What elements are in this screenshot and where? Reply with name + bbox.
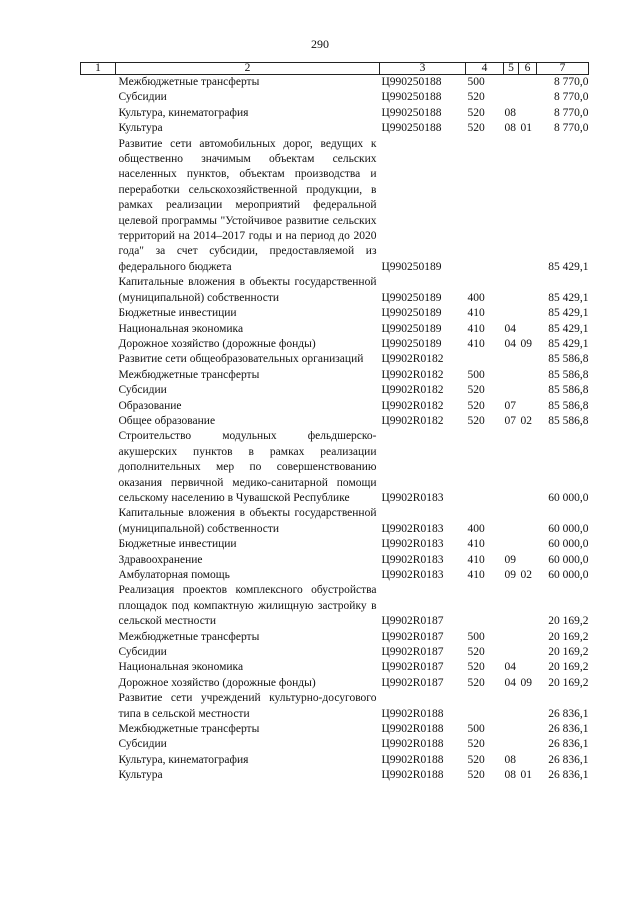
cell-name: Субсидии xyxy=(118,646,167,659)
cell-amount: 85 586,8 xyxy=(548,368,589,381)
cell-subsection xyxy=(519,506,537,537)
table-row xyxy=(81,414,589,429)
cell-subsection xyxy=(519,399,537,414)
cell-section xyxy=(504,75,519,91)
cell-number xyxy=(81,322,116,337)
cell-section xyxy=(504,306,519,321)
table-row xyxy=(81,429,589,506)
cell-code: Ц9902R0183 xyxy=(381,553,444,566)
cell-section xyxy=(504,630,519,645)
cell-amount: 8 770,0 xyxy=(554,91,589,104)
page-number: 290 xyxy=(311,37,329,51)
cell-name: Культура xyxy=(118,769,163,782)
cell-section xyxy=(504,506,519,537)
cell-amount: 85 586,8 xyxy=(548,414,589,427)
cell-subsection xyxy=(519,90,537,105)
cell-section xyxy=(504,583,519,629)
cell-code: Ц9902R0187 xyxy=(381,630,444,643)
cell-section xyxy=(504,737,519,752)
cell-number xyxy=(81,337,116,352)
cell-code: Ц990250189 xyxy=(381,291,442,304)
column-header-6: 6 xyxy=(519,63,537,75)
cell-section xyxy=(504,691,519,722)
table-row xyxy=(81,768,589,783)
cell-section xyxy=(504,722,519,737)
cell-code: Ц9902R0187 xyxy=(381,646,444,659)
cell-name: Реализация проектов комплексного обустройства площадок под компактную жилищную застройку в сельской местности xyxy=(118,584,377,628)
cell-number xyxy=(81,306,116,321)
cell-code: Ц9902R0182 xyxy=(381,353,444,366)
cell-number xyxy=(81,553,116,568)
cell-name: Развитие сети общеобразовательных организаций xyxy=(118,353,364,366)
cell-subsection xyxy=(519,429,537,506)
table-row xyxy=(81,352,589,367)
cell-number xyxy=(81,660,116,675)
cell-subsection xyxy=(519,753,537,768)
cell-subsection xyxy=(519,737,537,752)
table-row xyxy=(81,306,589,321)
cell-code: Ц9902R0182 xyxy=(381,368,444,381)
table-row xyxy=(81,322,589,337)
cell-subsection: 09 xyxy=(520,676,532,689)
cell-subsection xyxy=(519,722,537,737)
cell-expense-type xyxy=(466,691,504,722)
cell-subsection: 02 xyxy=(520,569,532,581)
cell-section: 09 xyxy=(504,553,516,566)
cell-section xyxy=(504,383,519,398)
table-row xyxy=(81,75,589,91)
cell-amount: 8 770,0 xyxy=(554,122,589,135)
cell-section: 07 xyxy=(504,399,516,412)
cell-number xyxy=(81,399,116,414)
cell-subsection xyxy=(519,75,537,91)
cell-number xyxy=(81,691,116,722)
cell-name: Субсидии xyxy=(118,738,167,751)
cell-section xyxy=(504,352,519,367)
cell-subsection xyxy=(519,352,537,367)
cell-number xyxy=(81,506,116,537)
cell-name: Общее образование xyxy=(118,414,216,427)
cell-number xyxy=(81,537,116,552)
cell-name: Амбулаторная помощь xyxy=(118,569,230,581)
cell-subsection xyxy=(519,137,537,276)
cell-code: Ц9902R0182 xyxy=(381,399,444,412)
cell-amount: 20 169,2 xyxy=(548,661,589,674)
cell-number xyxy=(81,737,116,752)
table-row xyxy=(81,399,589,414)
cell-number xyxy=(81,383,116,398)
cell-name: Капитальные вложения в объекты государственной (муниципальной) собственности xyxy=(118,507,377,535)
cell-number xyxy=(81,106,116,121)
cell-number xyxy=(81,414,116,429)
cell-expense-type: 410 xyxy=(467,553,485,566)
cell-amount: 85 429,1 xyxy=(548,260,589,273)
table-row xyxy=(81,630,589,645)
cell-code: Ц9902R0188 xyxy=(381,707,444,720)
cell-name: Бюджетные инвестиции xyxy=(118,538,237,551)
cell-amount: 20 169,2 xyxy=(548,630,589,643)
cell-amount: 85 586,8 xyxy=(548,399,589,412)
cell-name: Дорожное хозяйство (дорожные фонды) xyxy=(118,676,316,689)
cell-number xyxy=(81,753,116,768)
cell-section: 08 xyxy=(504,769,516,782)
cell-number xyxy=(81,121,116,136)
cell-name: Бюджетные инвестиции xyxy=(118,307,237,320)
cell-section: 08 xyxy=(504,122,516,135)
cell-expense-type xyxy=(466,583,504,629)
cell-name: Культура, кинематография xyxy=(118,753,249,766)
table-row xyxy=(81,645,589,660)
cell-subsection xyxy=(519,275,537,306)
cell-name: Межбюджетные трансферты xyxy=(118,368,260,381)
cell-number xyxy=(81,645,116,660)
cell-code: Ц990250189 xyxy=(381,307,442,320)
cell-number xyxy=(81,352,116,367)
table-row xyxy=(81,383,589,398)
cell-subsection xyxy=(519,537,537,552)
cell-code: Ц990250188 xyxy=(381,91,442,104)
cell-expense-type: 520 xyxy=(467,91,485,104)
cell-subsection xyxy=(519,383,537,398)
table-row xyxy=(81,137,589,276)
cell-name: Дорожное хозяйство (дорожные фонды) xyxy=(118,337,316,350)
table-row xyxy=(81,106,589,121)
cell-name: Строительство модульных фельдшерско-акушерских пунктов в рамках реализации дополнительных мер по совершенствованию оказания первичной медико-санитарной помощи сельскому населению в Чувашской Республике xyxy=(118,430,377,504)
cell-name: Капитальные вложения в объекты государственной (муниципальной) собственности xyxy=(118,276,377,304)
cell-code: Ц990250188 xyxy=(381,122,442,135)
cell-amount: 85 586,8 xyxy=(548,353,589,366)
cell-subsection xyxy=(519,660,537,675)
cell-amount: 60 000,0 xyxy=(548,569,589,581)
cell-expense-type: 500 xyxy=(467,76,485,88)
cell-amount: 60 000,0 xyxy=(548,522,589,535)
cell-code: Ц9902R0188 xyxy=(381,723,444,736)
budget-table xyxy=(80,62,589,784)
cell-expense-type: 520 xyxy=(467,384,485,397)
table-row xyxy=(81,506,589,537)
cell-name: Субсидии xyxy=(118,91,167,104)
column-header-7: 7 xyxy=(537,63,589,75)
cell-subsection xyxy=(519,630,537,645)
cell-amount: 26 836,1 xyxy=(548,738,589,751)
cell-section: 08 xyxy=(504,753,516,766)
cell-name: Межбюджетные трансферты xyxy=(118,76,260,88)
cell-subsection xyxy=(519,322,537,337)
cell-code: Ц9902R0188 xyxy=(381,738,444,751)
cell-code: Ц9902R0187 xyxy=(381,661,444,674)
cell-section xyxy=(504,368,519,383)
table-row xyxy=(81,121,589,136)
cell-expense-type: 500 xyxy=(467,723,485,736)
cell-code: Ц9902R0183 xyxy=(381,522,444,535)
table-row xyxy=(81,676,589,691)
cell-code: Ц990250189 xyxy=(381,337,442,350)
cell-name: Национальная экономика xyxy=(118,661,244,674)
cell-subsection xyxy=(519,691,537,722)
cell-expense-type: 400 xyxy=(467,291,485,304)
cell-section: 04 xyxy=(504,676,516,689)
cell-section xyxy=(504,275,519,306)
cell-subsection: 02 xyxy=(520,414,532,427)
column-header-2: 2 xyxy=(116,63,380,75)
table-row xyxy=(81,691,589,722)
cell-number xyxy=(81,137,116,276)
cell-expense-type: 520 xyxy=(467,676,485,689)
table-row xyxy=(81,660,589,675)
cell-amount: 8 770,0 xyxy=(554,76,589,88)
cell-code: Ц9902R0183 xyxy=(381,569,444,581)
cell-subsection xyxy=(519,553,537,568)
cell-section xyxy=(504,645,519,660)
cell-section: 04 xyxy=(504,661,516,674)
cell-section: 08 xyxy=(504,106,516,119)
table-row xyxy=(81,722,589,737)
cell-subsection xyxy=(519,583,537,629)
cell-code: Ц990250189 xyxy=(381,322,442,335)
cell-expense-type xyxy=(466,429,504,506)
table-row xyxy=(81,90,589,105)
cell-amount: 85 586,8 xyxy=(548,384,589,397)
cell-subsection xyxy=(519,645,537,660)
cell-expense-type: 410 xyxy=(467,307,485,320)
cell-expense-type: 520 xyxy=(467,122,485,135)
cell-amount: 26 836,1 xyxy=(548,769,589,782)
cell-expense-type: 520 xyxy=(467,738,485,751)
cell-amount: 20 169,2 xyxy=(548,615,589,628)
cell-name: Развитие сети учреждений культурно-досугового типа в сельской местности xyxy=(118,692,377,720)
cell-amount: 26 836,1 xyxy=(548,723,589,736)
cell-code: Ц9902R0187 xyxy=(381,615,444,628)
column-header-5: 5 xyxy=(504,63,519,75)
column-header-1: 1 xyxy=(81,63,116,75)
cell-expense-type: 500 xyxy=(467,368,485,381)
cell-number xyxy=(81,768,116,783)
cell-code: Ц9902R0188 xyxy=(381,769,444,782)
cell-amount: 26 836,1 xyxy=(548,753,589,766)
cell-expense-type xyxy=(466,137,504,276)
cell-section: 04 xyxy=(504,322,516,335)
cell-subsection: 09 xyxy=(520,337,532,350)
cell-number xyxy=(81,429,116,506)
table-row xyxy=(81,537,589,552)
cell-name: Здравоохранение xyxy=(118,553,203,566)
cell-expense-type: 500 xyxy=(467,630,485,643)
cell-section xyxy=(504,137,519,276)
column-header-4: 4 xyxy=(466,63,504,75)
cell-number xyxy=(81,630,116,645)
cell-number xyxy=(81,583,116,629)
table-row xyxy=(81,553,589,568)
cell-amount: 85 429,1 xyxy=(548,337,589,350)
table-header-row xyxy=(81,63,589,75)
cell-number xyxy=(81,368,116,383)
cell-subsection: 01 xyxy=(520,122,532,135)
cell-name: Межбюджетные трансферты xyxy=(118,723,260,736)
cell-expense-type: 520 xyxy=(467,646,485,659)
cell-subsection xyxy=(519,306,537,321)
cell-amount: 60 000,0 xyxy=(548,538,589,551)
cell-subsection xyxy=(519,106,537,121)
cell-expense-type: 400 xyxy=(467,522,485,535)
cell-section: 04 xyxy=(504,337,516,350)
cell-code: Ц9902R0187 xyxy=(381,676,444,689)
cell-expense-type: 410 xyxy=(467,538,485,551)
column-header-3: 3 xyxy=(380,63,466,75)
cell-amount: 8 770,0 xyxy=(554,106,589,119)
cell-code: Ц990250188 xyxy=(381,76,442,88)
cell-amount: 85 429,1 xyxy=(548,291,589,304)
cell-name: Образование xyxy=(118,399,182,412)
table-row xyxy=(81,368,589,383)
cell-expense-type: 520 xyxy=(467,414,485,427)
cell-expense-type: 520 xyxy=(467,753,485,766)
cell-section: 07 xyxy=(504,414,516,427)
cell-code: Ц9902R0183 xyxy=(381,491,444,504)
table-row xyxy=(81,753,589,768)
table-row xyxy=(81,337,589,352)
cell-code: Ц9902R0188 xyxy=(381,753,444,766)
cell-name: Развитие сети автомобильных дорог, ведущих к общественно значимым объектам сельских населенных пунктов, объектам производства и переработки сельскохозяйственной продукции, в рамках реализации мероприятий федеральной целевой программы "Устойчивое развитие сельских территорий на 2014–2017 годы и на период до 2020 года" за счет субсидии, предоставляемой из федерального бюджета xyxy=(118,137,377,273)
cell-number xyxy=(81,568,116,583)
cell-number xyxy=(81,275,116,306)
cell-number xyxy=(81,90,116,105)
cell-section: 09 xyxy=(504,569,516,581)
cell-expense-type: 410 xyxy=(467,337,485,350)
cell-amount: 20 169,2 xyxy=(548,646,589,659)
cell-subsection: 01 xyxy=(520,769,532,782)
table-row xyxy=(81,583,589,629)
cell-name: Культура xyxy=(118,122,163,135)
table-row xyxy=(81,275,589,306)
cell-expense-type: 410 xyxy=(467,322,485,335)
cell-name: Межбюджетные трансферты xyxy=(118,630,260,643)
cell-expense-type: 520 xyxy=(467,661,485,674)
cell-amount: 20 169,2 xyxy=(548,676,589,689)
cell-name: Национальная экономика xyxy=(118,322,244,335)
cell-code: Ц9902R0182 xyxy=(381,414,444,427)
cell-expense-type: 410 xyxy=(467,569,485,581)
cell-amount: 26 836,1 xyxy=(548,707,589,720)
cell-amount: 85 429,1 xyxy=(548,322,589,335)
cell-number xyxy=(81,75,116,91)
cell-name: Субсидии xyxy=(118,384,167,397)
cell-code: Ц9902R0182 xyxy=(381,384,444,397)
cell-expense-type: 520 xyxy=(467,769,485,782)
cell-number xyxy=(81,722,116,737)
cell-amount: 85 429,1 xyxy=(548,307,589,320)
cell-name: Культура, кинематография xyxy=(118,106,249,119)
cell-amount: 60 000,0 xyxy=(548,553,589,566)
table-row xyxy=(81,737,589,752)
cell-section xyxy=(504,537,519,552)
cell-expense-type xyxy=(466,352,504,367)
cell-amount: 60 000,0 xyxy=(548,491,589,504)
table-row xyxy=(81,568,589,583)
cell-section xyxy=(504,90,519,105)
cell-expense-type: 520 xyxy=(467,399,485,412)
cell-number xyxy=(81,676,116,691)
cell-code: Ц990250189 xyxy=(381,260,442,273)
cell-subsection xyxy=(519,368,537,383)
cell-code: Ц9902R0183 xyxy=(381,538,444,551)
cell-section xyxy=(504,429,519,506)
cell-code: Ц990250188 xyxy=(381,106,442,119)
cell-expense-type: 520 xyxy=(467,106,485,119)
